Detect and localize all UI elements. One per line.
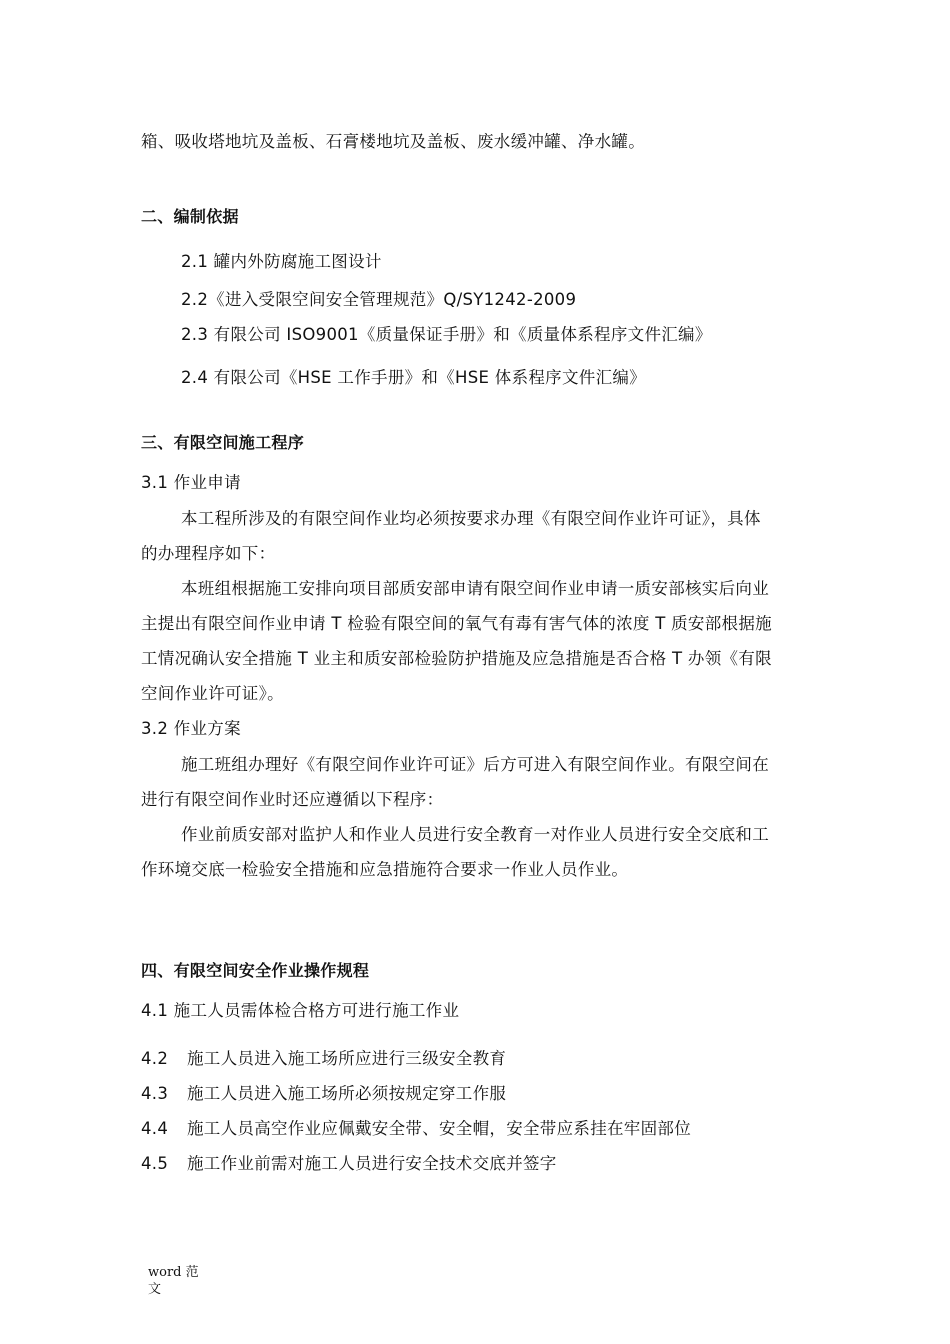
rule-number: 4.3 [141, 1084, 169, 1103]
intro-tail-line: 箱、吸收塔地坑及盖板、石膏楼地坑及盖板、废水缓冲罐、净水罐。 [141, 132, 645, 151]
basis-item-2-1: 2.1 罐内外防腐施工图设计 [181, 252, 382, 271]
subsection-3-2-title: 3.2 作业方案 [141, 719, 241, 738]
subsection-3-1-title: 3.1 作业申请 [141, 473, 241, 492]
paragraph-line: 作环境交底一检验安全措施和应急措施符合要求一作业人员作业。 [141, 860, 629, 879]
rule-number: 4.5 [141, 1154, 169, 1173]
rule-text: 施工人员进入施工场所应进行三级安全教育 [187, 1049, 507, 1068]
paragraph-line: 工情况确认安全措施 T 业主和质安部检验防护措施及应急措施是否合格 T 办领《有限 [141, 649, 772, 668]
paragraph-line: 进行有限空间作业时还应遵循以下程序： [141, 790, 444, 809]
rule-number: 4.4 [141, 1119, 169, 1138]
basis-item-2-3: 2.3 有限公司 ISO9001《质量保证手册》和《质量体系程序文件汇编》 [181, 325, 712, 344]
rule-text: 施工作业前需对施工人员进行安全技术交底并签字 [187, 1154, 557, 1173]
rule-item-4-1: 4.1 施工人员需体检合格方可进行施工作业 [141, 1001, 460, 1020]
rule-item-4-3 [141, 1084, 506, 1104]
paragraph-line: 本班组根据施工安排向项目部质安部申请有限空间作业申请一质安部核实后向业 [181, 579, 769, 598]
rule-item-4-2 [141, 1049, 506, 1069]
paragraph-line: 作业前质安部对监护人和作业人员进行安全教育一对作业人员进行安全交底和工 [181, 825, 769, 844]
section-3-heading: 三、有限空间施工程序 [141, 433, 305, 452]
paragraph-line: 主提出有限空间作业申请 T 检验有限空间的氧气有毒有害气体的浓度 T 质安部根据施 [141, 614, 772, 633]
rule-item-4-4 [141, 1119, 691, 1139]
basis-item-2-4: 2.4 有限公司《HSE 工作手册》和《HSE 体系程序文件汇编》 [181, 368, 646, 387]
paragraph-line: 施工班组办理好《有限空间作业许可证》后方可进入有限空间作业。有限空间在 [181, 755, 769, 774]
page-footer: word 范文 [148, 1265, 199, 1297]
paragraph-line: 本工程所涉及的有限空间作业均必须按要求办理《有限空间作业许可证》，具体 [181, 509, 761, 528]
section-4-heading: 四、有限空间安全作业操作规程 [141, 961, 370, 980]
rule-item-4-5 [141, 1154, 557, 1174]
rule-text: 施工人员高空作业应佩戴安全带、安全帽，安全带应系挂在牢固部位 [187, 1119, 691, 1138]
rule-number: 4.2 [141, 1049, 169, 1068]
rule-text: 施工人员进入施工场所必须按规定穿工作服 [187, 1084, 507, 1103]
paragraph-line: 的办理程序如下： [141, 544, 276, 563]
paragraph-line: 空间作业许可证》。 [141, 684, 284, 703]
section-2-heading: 二、编制依据 [141, 207, 239, 226]
basis-item-2-2: 2.2《进入受限空间安全管理规范》Q/SY1242-2009 [181, 290, 577, 309]
